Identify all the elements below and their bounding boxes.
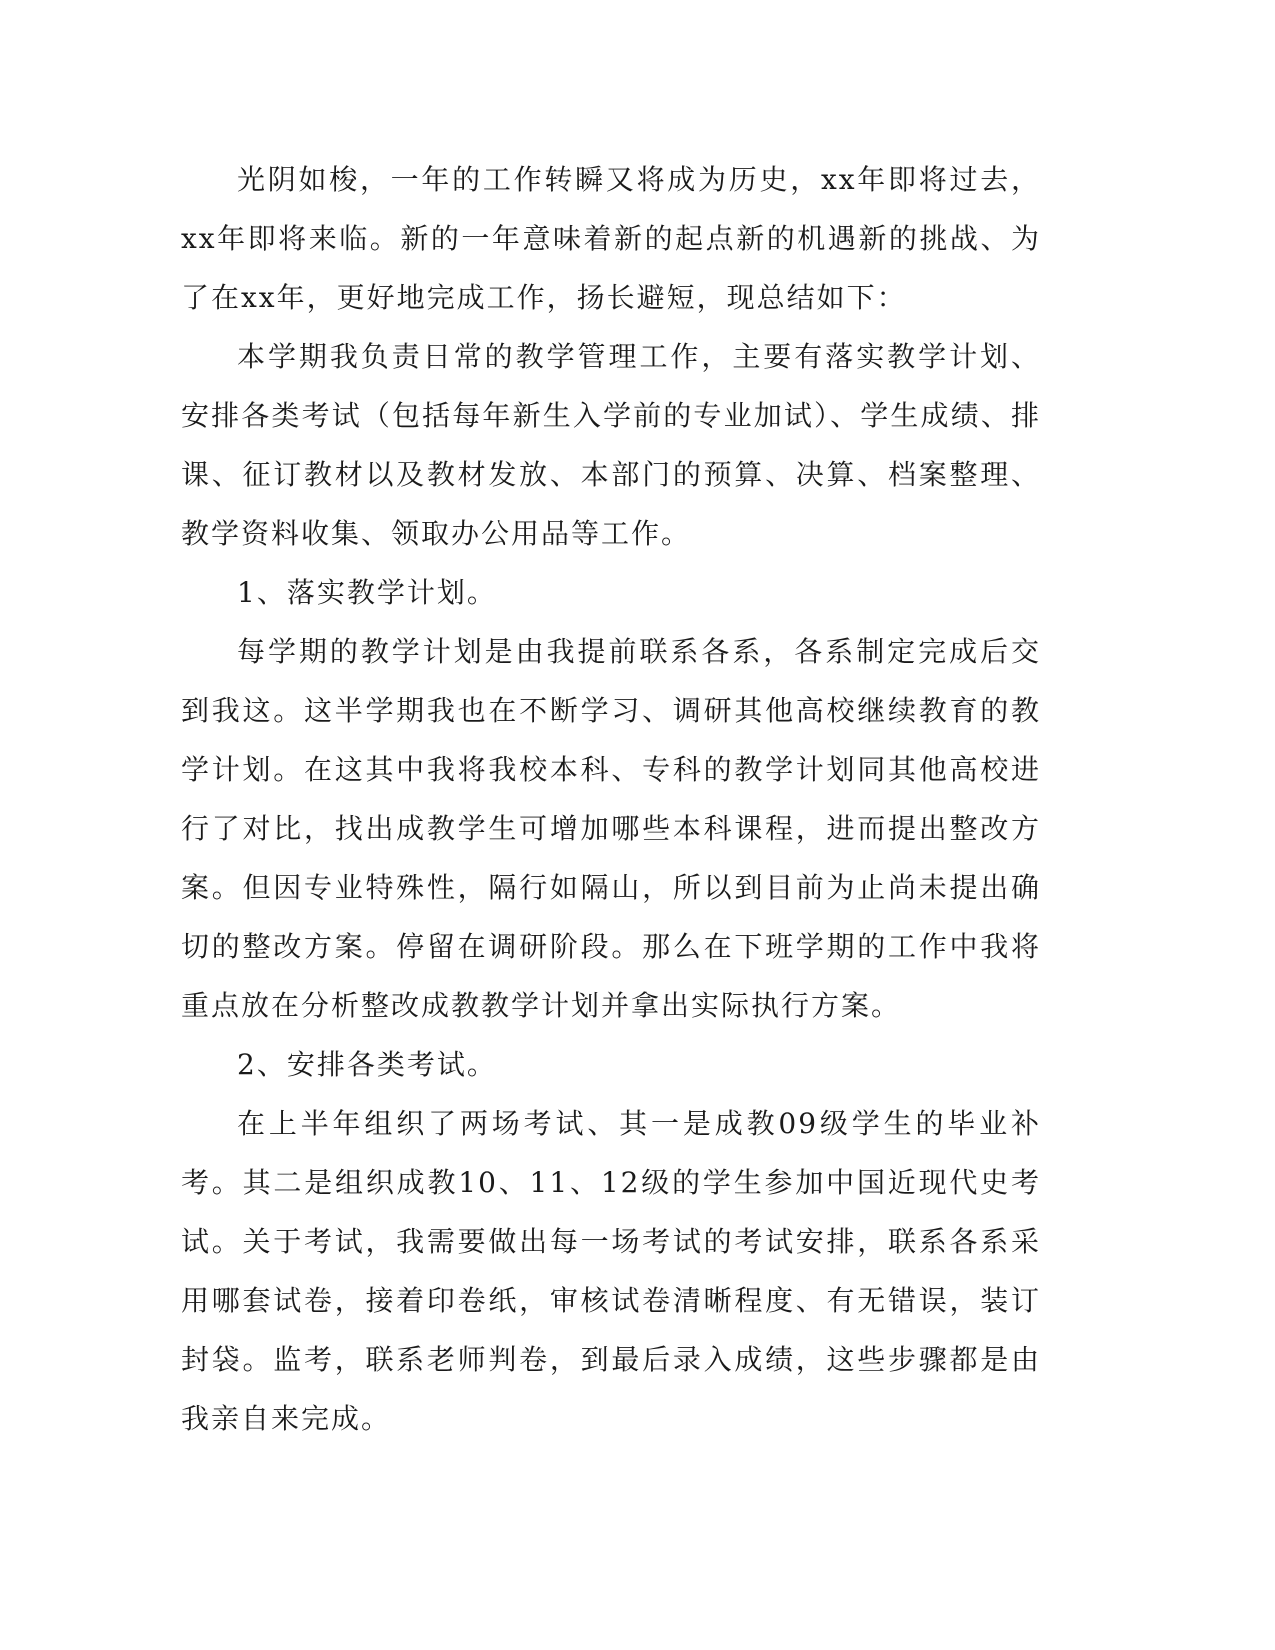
section-heading-teaching-plan: 1、落实教学计划。 [237, 576, 497, 609]
document-body [181, 150, 1041, 1448]
section-heading-exams: 2、安排各类考试。 [237, 1048, 497, 1081]
paragraph-intro: 光阴如梭，一年的工作转瞬又将成为历史，xx年即将过去，xx年即将来临。新的一年意味着新的起点新的机遇新的挑战、为了在xx年，更好地完成工作，扬长避短，现总结如下： [181, 163, 1041, 314]
paragraph-teaching-plan: 每学期的教学计划是由我提前联系各系，各系制定完成后交到我这。这半学期我也在不断学习、调研其他高校继续教育的教学计划。在这其中我将我校本科、专科的教学计划同其他高校进行了对比，找出成教学生可增加哪些本科课程，进而提出整改方案。但因专业特殊性，隔行如隔山，所以到目前为止尚未提出确切的整改方案。停留在调研阶段。那么在下班学期的工作中我将重点放在分析整改成教教学计划并拿出实际执行方案。 [181, 635, 1041, 1022]
paragraph-duties: 本学期我负责日常的教学管理工作，主要有落实教学计划、安排各类考试（包括每年新生入学前的专业加试）、学生成绩、排课、征订教材以及教材发放、本部门的预算、决算、档案整理、教学资料收集、领取办公用品等工作。 [181, 340, 1041, 550]
paragraph-exams: 在上半年组织了两场考试、其一是成教09级学生的毕业补考。其二是组织成教10、11、12级的学生参加中国近现代史考试。关于考试，我需要做出每一场考试的考试安排，联系各系采用哪套试卷，接着印卷纸，审核试卷清晰程度、有无错误，装订封袋。监考，联系老师判卷，到最后录入成绩，这些步骤都是由我亲自来完成。 [181, 1107, 1041, 1435]
